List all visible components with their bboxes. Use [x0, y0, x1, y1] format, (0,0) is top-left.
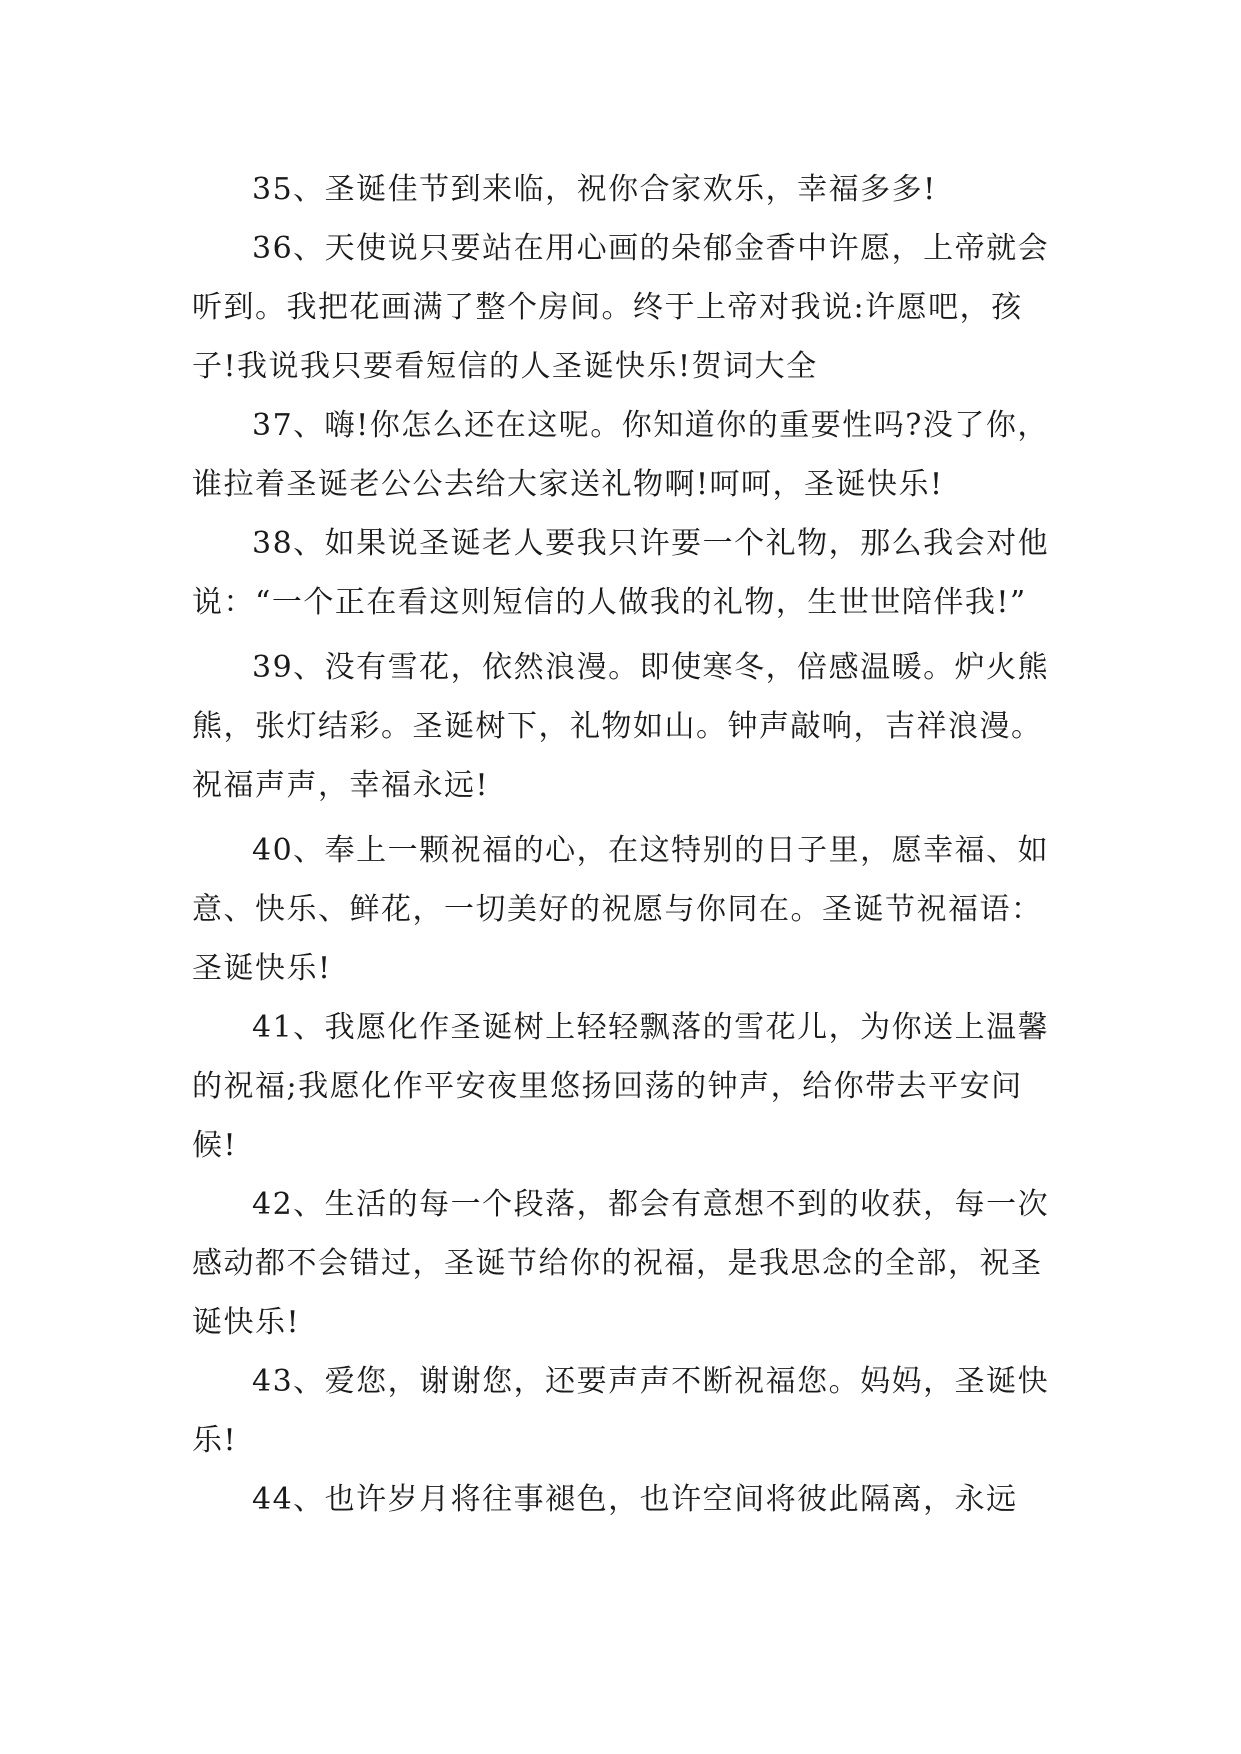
paragraph-43: 43、爱您，谢谢您，还要声声不断祝福您。妈妈，圣诞快乐!	[192, 1364, 1050, 1458]
paragraph-39: 39、没有雪花，依然浪漫。即使寒冬，倍感温暖。炉火熊熊，张灯结彩。圣诞树下，礼物如山。钟声敲响，吉祥浪漫。祝福声声，幸福永远!	[192, 650, 1050, 803]
paragraph-35: 35、圣诞佳节到来临，祝你合家欢乐，幸福多多!	[252, 172, 937, 207]
paragraph-38: 38、如果说圣诞老人要我只许要一个礼物，那么我会对他说：“一个正在看这则短信的人做我的礼物，生世世陪伴我!”	[192, 526, 1050, 620]
paragraph-40: 40、奉上一颗祝福的心，在这特别的日子里，愿幸福、如意、快乐、鲜花，一切美好的祝愿与你同在。圣诞节祝福语：圣诞快乐!	[192, 833, 1050, 986]
paragraph-37: 37、嗨!你怎么还在这呢。你知道你的重要性吗?没了你，谁拉着圣诞老公公去给大家送礼物啊!呵呵，圣诞快乐!	[192, 408, 1049, 502]
text-body	[192, 160, 1062, 1529]
paragraph-42: 42、生活的每一个段落，都会有意想不到的收获，每一次感动都不会错过，圣诞节给你的祝福，是我思念的全部，祝圣诞快乐!	[192, 1187, 1050, 1340]
paragraph-44: 44、也许岁月将往事褪色，也许空间将彼此隔离，永远	[252, 1482, 1018, 1517]
paragraph-36: 36、天使说只要站在用心画的朵郁金香中许愿，上帝就会听到。我把花画满了整个房间。终于上帝对我说:许愿吧，孩子!我说我只要看短信的人圣诞快乐!贺词大全	[192, 231, 1050, 384]
paragraph-41: 41、我愿化作圣诞树上轻轻飘落的雪花儿，为你送上温馨的祝福;我愿化作平安夜里悠扬回荡的钟声，给你带去平安问候!	[192, 1010, 1050, 1163]
